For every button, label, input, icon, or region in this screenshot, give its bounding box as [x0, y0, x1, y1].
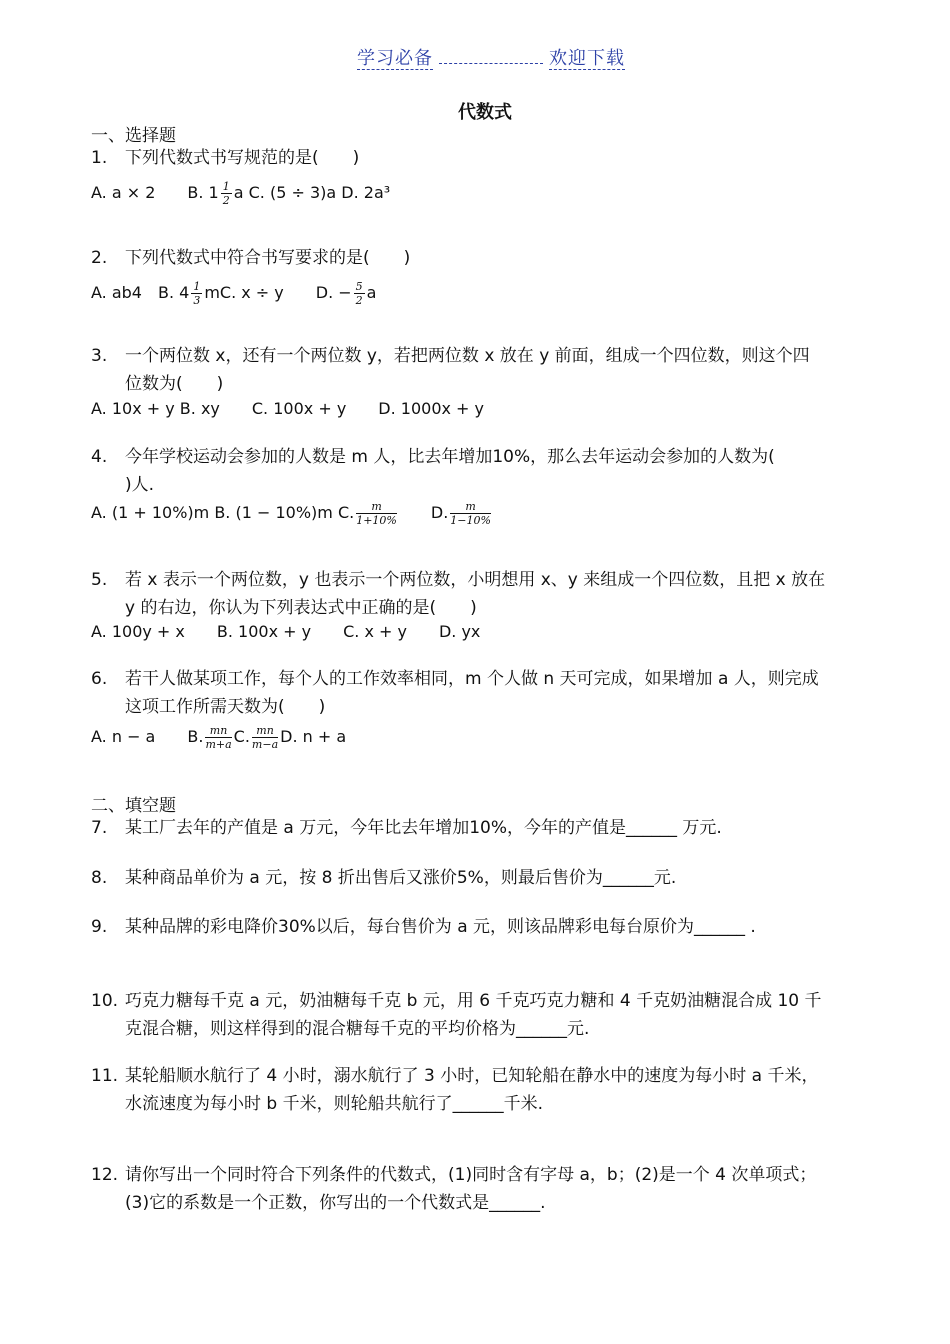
- header-divider: [439, 49, 543, 64]
- fraction: [354, 281, 365, 306]
- fraction: [356, 501, 397, 526]
- fraction-denominator: 1−10%: [450, 514, 491, 527]
- fraction-denominator: 3: [193, 294, 201, 307]
- header-left: 学习必备: [357, 48, 433, 69]
- question-10: [91, 989, 822, 1014]
- question-1: [91, 146, 359, 171]
- fraction-denominator: m−a: [251, 738, 279, 751]
- fraction: [221, 181, 232, 206]
- question-11-line2: 水流速度为每小时 b 千米，则轮船共航行了______千米.: [125, 1094, 544, 1114]
- question-number: 7.: [91, 818, 108, 838]
- question-text-line1: 请你写出一个同时符合下列条件的代数式，(1)同时含有字母 a，b；(2)是一个 4 次单项式；: [125, 1165, 817, 1185]
- option-text: D. n + a: [280, 727, 347, 746]
- fraction-numerator: m: [356, 501, 397, 514]
- question-text-line1: 今年学校运动会参加的人数是 m 人，比去年增加10%，那么去年运动会参加的人数为(: [125, 447, 775, 467]
- question-number: 12.: [91, 1165, 119, 1185]
- fraction-denominator: 2: [355, 294, 363, 307]
- question-5-options: A. 100y + x B. 100x + y C. x + y D. yx: [91, 622, 481, 641]
- question-12-line2: (3)它的系数是一个正数，你写出的一个代数式是______.: [125, 1193, 546, 1213]
- question-9: [91, 915, 756, 940]
- question-7: [91, 816, 722, 841]
- question-text: 某种品牌的彩电降价30%以后，每台售价为 a 元，则该品牌彩电每台原价为______ .: [125, 917, 756, 937]
- question-11: [91, 1064, 818, 1089]
- fraction-numerator: 5: [355, 280, 363, 293]
- question-8: [91, 866, 676, 891]
- question-number: 1.: [91, 148, 108, 168]
- section-heading-fill: 二、填空题: [91, 796, 176, 816]
- question-1-options: [91, 180, 390, 206]
- option-text: A. (1 + 10%)m B. (1 − 10%)m C.: [91, 503, 355, 522]
- page-title: 代数式: [458, 102, 512, 123]
- question-text-line1: 巧克力糖每千克 a 元，奶油糖每千克 b 元，用 6 千克巧克力糖和 4 千克奶油糖混合成 10 千: [125, 991, 822, 1011]
- question-number: 9.: [91, 917, 108, 937]
- question-10-line2: 克混合糖，则这样得到的混合糖每千克的平均价格为______元.: [125, 1019, 590, 1039]
- question-text: 某工厂去年的产值是 a 万元，今年比去年增加10%，今年的产值是______ 万元.: [125, 818, 722, 838]
- section-heading-choice: 一、选择题: [91, 126, 176, 146]
- fraction-numerator: 1: [222, 180, 230, 193]
- question-4: [91, 445, 775, 470]
- question-number: 3.: [91, 346, 108, 366]
- question-3: [91, 344, 810, 369]
- fraction-denominator: 1+10%: [356, 514, 397, 527]
- question-number: 6.: [91, 669, 108, 689]
- question-text-line1: 一个两位数 x，还有一个两位数 y，若把两位数 x 放在 y 前面，组成一个四位数，则这个四: [125, 346, 810, 366]
- question-3-line2: 位数为( ): [125, 374, 224, 394]
- fraction-denominator: m+a: [205, 738, 232, 751]
- question-text-line1: 若干人做某项工作，每个人的工作效率相同，m 个人做 n 天可完成，如果增加 a 人，则完成: [125, 669, 819, 689]
- fraction-numerator: mn: [205, 725, 231, 738]
- fraction: [252, 725, 278, 750]
- option-text: C.: [233, 727, 250, 746]
- question-number: 10.: [91, 991, 119, 1011]
- question-number: 5.: [91, 570, 108, 590]
- option-text: a C. (5 ÷ 3)a D. 2a³: [233, 183, 391, 202]
- question-number: 11.: [91, 1066, 119, 1086]
- question-6-line2: 这项工作所需天数为( ): [125, 697, 326, 717]
- question-12: [91, 1163, 816, 1188]
- question-text-line1: 若 x 表示一个两位数，y 也表示一个两位数，小明想用 x、y 来组成一个四位数，且把 x 放在: [125, 570, 826, 590]
- option-text: a: [366, 283, 377, 302]
- question-text: 下列代数式书写规范的是( ): [125, 148, 360, 168]
- question-5: [91, 568, 825, 593]
- question-6: [91, 667, 819, 692]
- question-3-options: A. 10x + y B. xy C. 100x + y D. 1000x + y: [91, 399, 485, 418]
- fraction-numerator: mn: [252, 725, 278, 738]
- question-4-options: [91, 500, 493, 526]
- option-text: A. n − a B.: [91, 727, 204, 746]
- page-header: [357, 44, 625, 70]
- fraction: [205, 725, 231, 750]
- question-5-line2: y 的右边，你认为下列表达式中正确的是( ): [125, 598, 477, 618]
- question-2: [91, 246, 410, 271]
- question-4-line2: )人.: [125, 475, 155, 495]
- question-text: 某种商品单价为 a 元，按 8 折出售后又涨价5%，则最后售价为______元.: [125, 868, 677, 888]
- header-right: 欢迎下载: [549, 48, 625, 69]
- question-number: 8.: [91, 868, 108, 888]
- question-number: 2.: [91, 248, 108, 268]
- fraction-numerator: m: [450, 501, 491, 514]
- question-text-line1: 某轮船顺水航行了 4 小时，溺水航行了 3 小时，已知轮船在静水中的速度为每小时 a 千米，: [125, 1066, 819, 1086]
- fraction-numerator: 1: [193, 280, 201, 293]
- option-text: mC. x ÷ y D. −: [204, 283, 352, 302]
- fraction-denominator: 2: [222, 194, 230, 207]
- question-number: 4.: [91, 447, 108, 467]
- option-text: A. a × 2 B. 1: [91, 183, 219, 202]
- question-text: 下列代数式中符合书写要求的是( ): [125, 248, 411, 268]
- fraction: [191, 281, 202, 306]
- option-text: D.: [398, 503, 449, 522]
- fraction: [450, 501, 491, 526]
- option-text: A. ab4 B. 4: [91, 283, 190, 302]
- question-2-options: [91, 280, 376, 306]
- question-6-options: [91, 724, 346, 750]
